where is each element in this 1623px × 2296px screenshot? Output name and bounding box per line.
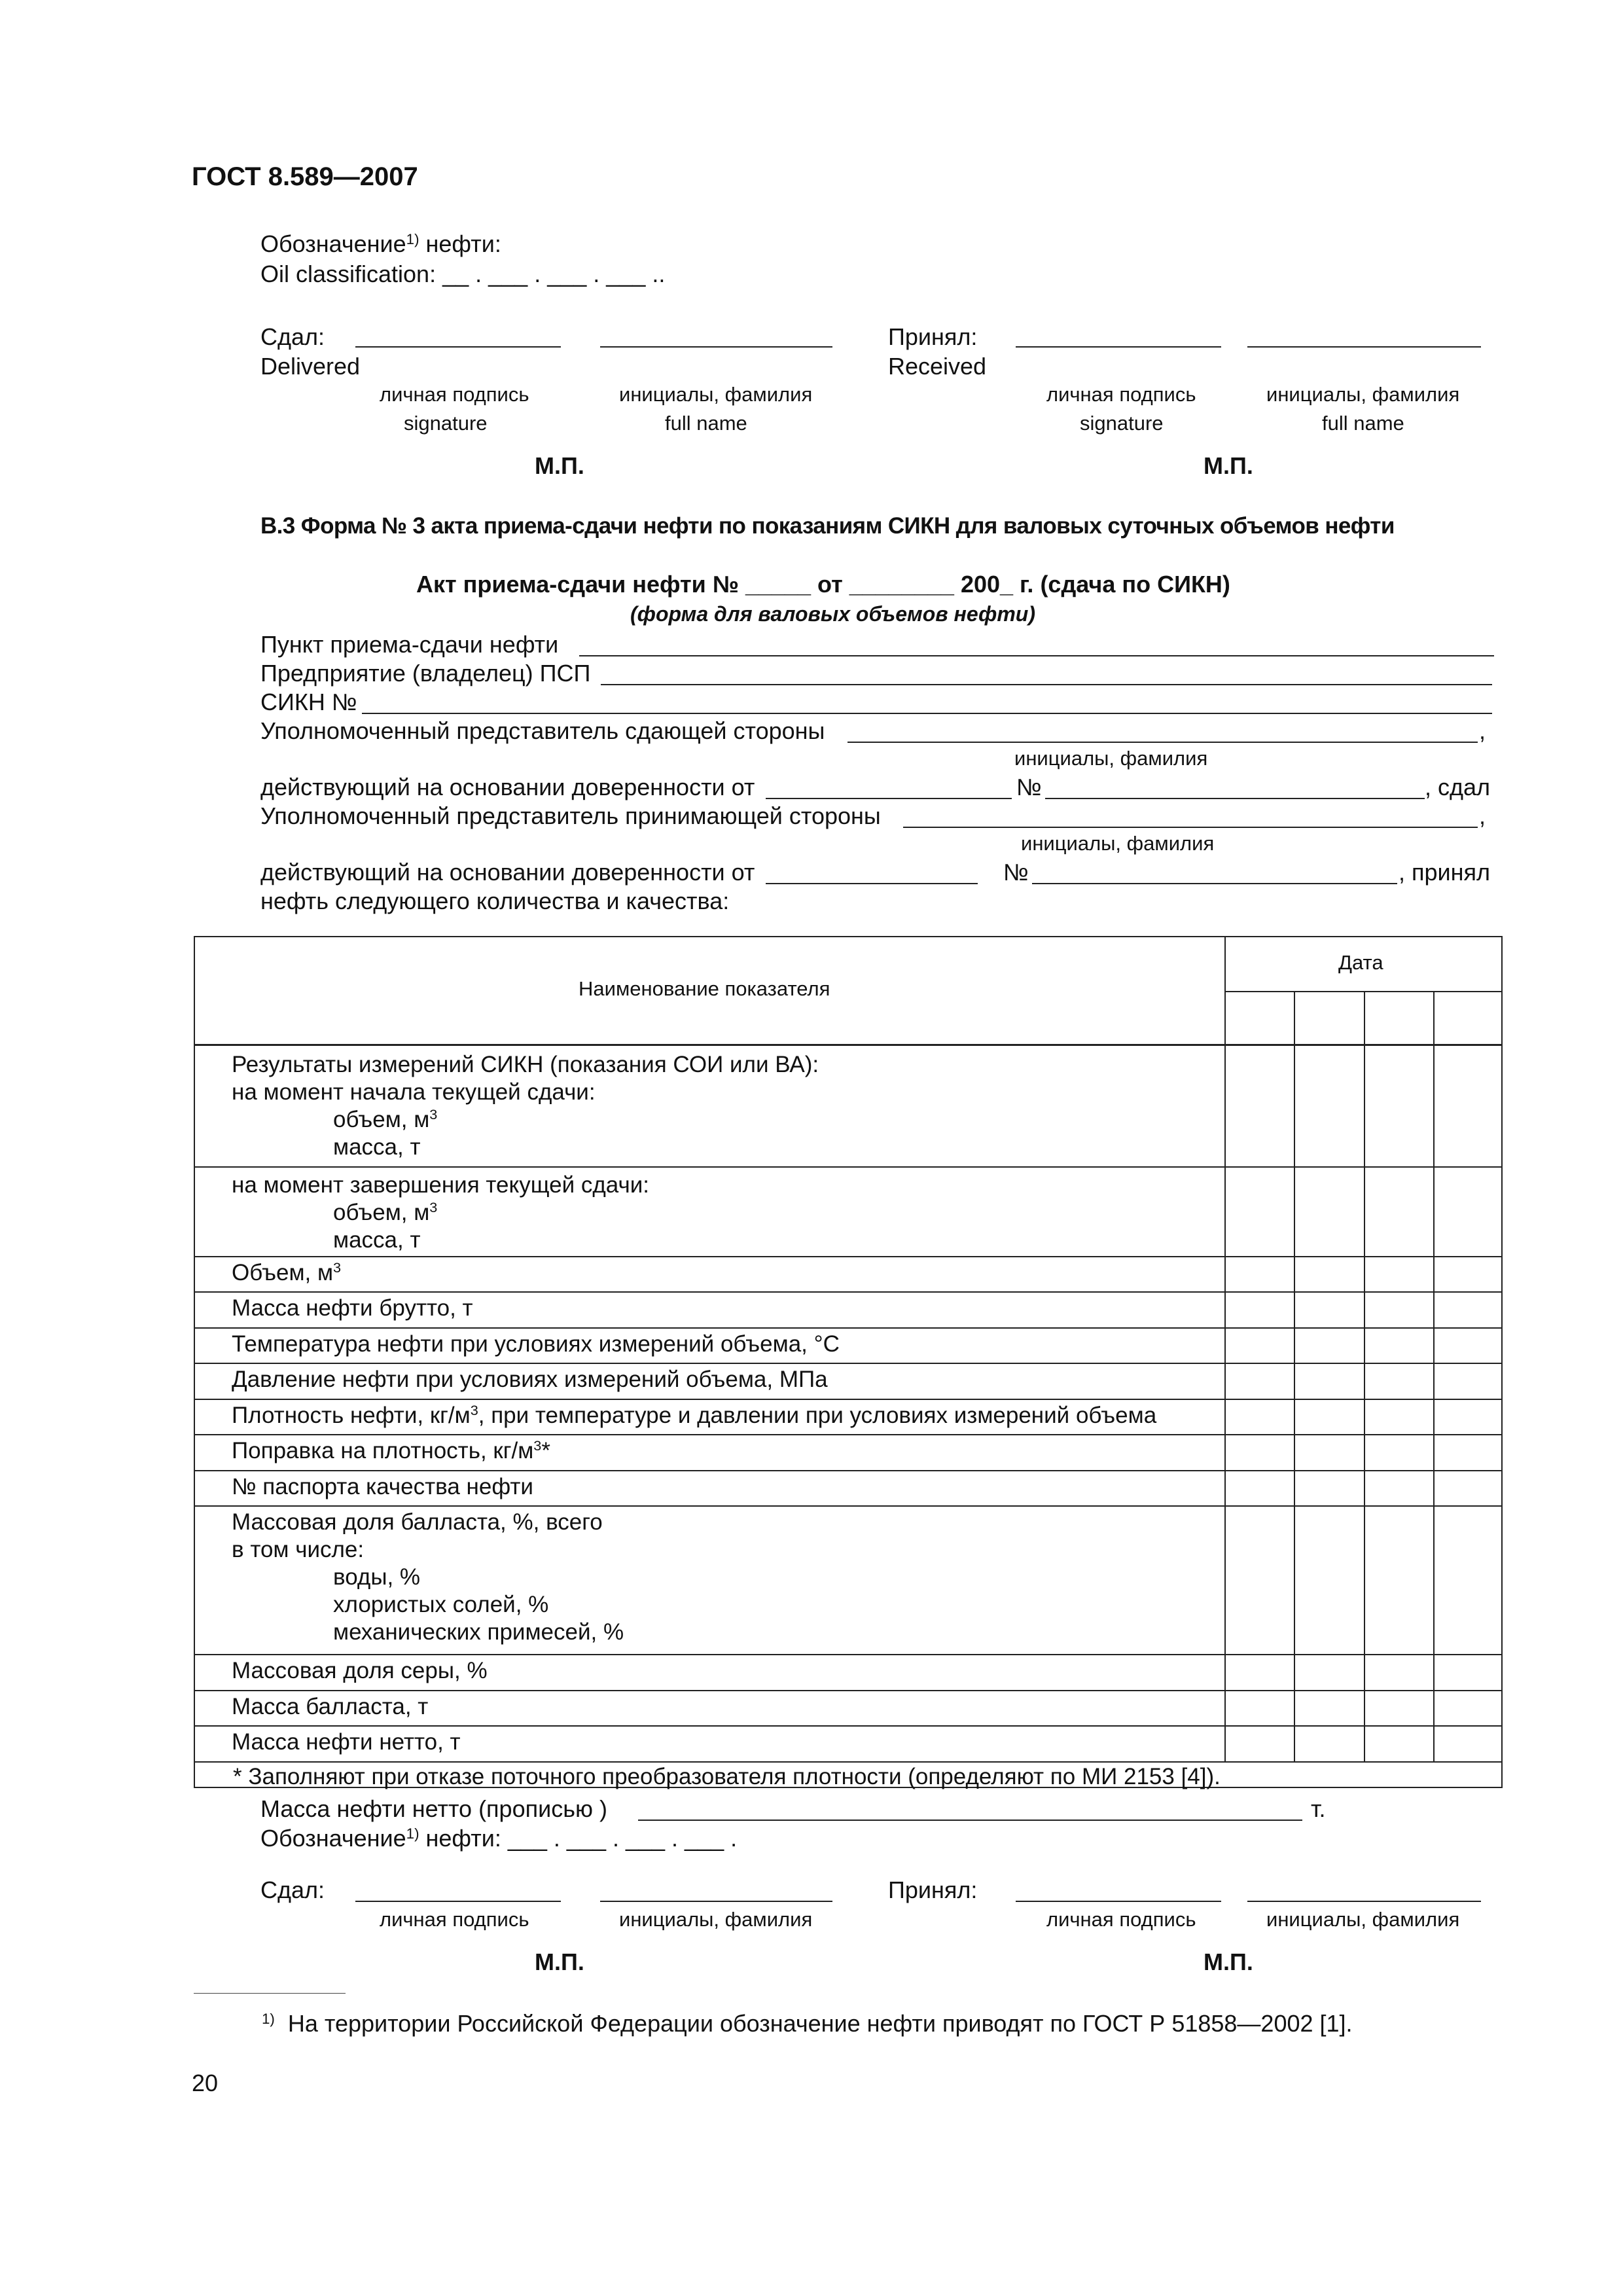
row-text: механических примесей, % [333,1619,624,1645]
row-text [232,1199,649,1227]
bottom-signature-caption-right: личная подпись [1046,1908,1196,1931]
document-header: ГОСТ 8.589—2007 [192,162,418,191]
superscript: 3 [470,1402,478,1419]
footnote-mark: 1) [262,2010,275,2027]
row-text: масса, т [333,1134,421,1160]
proxy-date-input-1[interactable] [766,798,1012,799]
col-divider-date-3 [1433,991,1435,1762]
superscript: 3 [533,1437,542,1454]
row-text: объем, м [333,1107,430,1132]
enterprise-input[interactable] [601,684,1492,685]
proxy-date-input-2[interactable] [766,883,978,884]
bottom-fullname-caption-right: инициалы, фамилия [1266,1908,1460,1931]
row-line [195,1399,1501,1400]
designation-tail: нефти: [419,230,501,257]
net-mass-label: Масса нефти нетто (прописью ) [260,1795,607,1822]
bottom-received-signature-line[interactable] [1016,1901,1221,1902]
designation-word: Обозначение [260,230,406,257]
initials-caption-2: инициалы, фамилия [1021,832,1215,855]
rep-receive-input[interactable] [903,827,1478,828]
initials-caption-1: инициалы, фамилия [1014,747,1208,770]
col-divider-date-2 [1364,991,1365,1762]
net-mass-unit: т. [1311,1795,1326,1822]
row-text: масса, т [333,1227,421,1253]
superscript: 3 [333,1259,342,1276]
row-line [195,1166,1501,1168]
indicators-table [194,936,1503,1788]
rep-deliver-label: Уполномоченный представитель сдающей стороны [260,717,825,744]
fullname-caption-en-right: full name [1322,412,1404,435]
footnote-separator [194,1993,346,1994]
row-line [195,1761,1501,1763]
received-word: , принял [1399,859,1491,886]
bottom-delivered-label: Сдал: [260,1876,325,1903]
table-note: * Заполняют при отказе поточного преобразователя плотности (определяют по МИ 2153 [4]). [233,1764,1221,1789]
act-title: Акт приема-сдачи нефти № _____ от ________ 200_ г. (сдача по СИКН) [416,571,1230,598]
acting-label-2: действующий на основании доверенности от [260,859,755,886]
section-title: В.3 Форма № 3 акта приема-сдачи нефти по показаниям СИКН для валовых суточных объемов нефти [260,513,1395,539]
row-line [195,1725,1501,1727]
delivered-word: , сдал [1425,774,1491,800]
enterprise-label: Предприятие (владелец) ПСП [260,660,591,687]
proxy-no-label-1: № [1016,774,1042,800]
table-row [232,1259,341,1287]
bottom-signature-caption-left: личная подпись [380,1908,529,1931]
rep-deliver-comma: , [1479,717,1486,744]
delivered-label-en: Delivered [260,353,361,380]
point-input[interactable] [579,655,1494,656]
col-date-header: Дата [1338,951,1383,974]
footnote [262,2009,1353,2038]
signature-caption-en-left: signature [404,412,488,435]
row-text: Результаты измерений СИКН (показания СОИ или ВА): [232,1052,819,1077]
row-line [195,1470,1501,1471]
row-text: Объем, м [232,1260,334,1285]
table-row [232,1437,550,1465]
table-row [232,1402,1156,1429]
row-line [195,1256,1501,1257]
row-text: хлористых солей, % [333,1592,549,1617]
table-row: Масса нефти брутто, т [232,1295,473,1321]
stamp-left: М.П. [535,452,584,479]
col-divider-date-1 [1294,991,1295,1762]
designation-word: Обозначение [260,1825,406,1852]
stamp-right: М.П. [1204,452,1253,479]
header-bottom-line [195,1044,1501,1046]
rep-deliver-input[interactable] [847,742,1478,743]
delivered-name-line[interactable] [600,346,832,348]
proxy-no-input-2[interactable] [1032,883,1397,884]
delivered-signature-line[interactable] [355,346,561,348]
superscript: 3 [429,1106,438,1123]
table-row: Масса нефти нетто, т [232,1729,461,1755]
row-line [195,1291,1501,1293]
act-subtitle: (форма для валовых объемов нефти) [630,602,1035,626]
bottom-received-label: Принял: [888,1876,978,1903]
bottom-delivered-name-line[interactable] [600,1901,832,1902]
row-line [195,1654,1501,1655]
row-text: Плотность нефти, кг/м [232,1403,471,1428]
designation-tail: нефти: ___ . ___ . ___ . ___ . [419,1825,738,1852]
row-text: Поправка на плотность, кг/м [232,1438,534,1463]
signature-caption-ru-right: личная подпись [1046,383,1196,406]
row-line [195,1505,1501,1507]
proxy-no-input-1[interactable] [1045,798,1425,799]
bottom-received-name-line[interactable] [1247,1901,1481,1902]
row-text: * [541,1438,550,1463]
rep-receive-comma: , [1479,802,1486,829]
designation-label [260,230,501,259]
table-row: № паспорта качества нефти [232,1474,533,1499]
net-mass-input[interactable] [638,1820,1302,1821]
table-row: Температура нефти при условиях измерений объема, °С [232,1331,840,1357]
following-label: нефть следующего количества и качества: [260,888,730,914]
fullname-caption-ru-right: инициалы, фамилия [1266,383,1460,406]
delivered-label-ru: Сдал: [260,323,325,350]
row-text: воды, % [333,1564,421,1590]
bottom-delivered-signature-line[interactable] [355,1901,561,1902]
bottom-stamp-left: М.П. [535,1948,584,1975]
row-line [195,1327,1501,1329]
row-text: Массовая доля балласта, %, всего [232,1509,603,1535]
point-label: Пункт приема-сдачи нефти [260,631,559,658]
col-divider-name [1224,937,1226,1762]
footnote-ref: 1) [406,230,419,247]
footnote-ref: 1) [406,1825,419,1842]
received-label-ru: Принял: [888,323,978,350]
row-text: на момент начала текущей сдачи: [232,1079,596,1105]
signature-caption-en-right: signature [1080,412,1164,435]
rep-receive-label: Уполномоченный представитель принимающей стороны [260,802,881,829]
sikn-input[interactable] [362,713,1492,714]
row-text: на момент завершения текущей сдачи: [232,1172,649,1198]
signature-caption-ru-left: личная подпись [380,383,529,406]
sikn-label: СИКН № [260,689,357,715]
row-line [195,1363,1501,1364]
row-line [195,1434,1501,1435]
fullname-caption-ru-left: инициалы, фамилия [619,383,813,406]
row-line [195,1690,1501,1691]
table-row-start [232,1051,819,1161]
acting-label-1: действующий на основании доверенности от [260,774,755,800]
page-number: 20 [192,2070,219,2096]
row-text: в том числе: [232,1537,365,1562]
row-text: объем, м [333,1200,430,1225]
bottom-stamp-right: М.П. [1204,1948,1253,1975]
bottom-designation-label [260,1824,737,1853]
row-text [232,1106,819,1134]
table-row-ballast [232,1509,624,1646]
col-name-header: Наименование показателя [579,977,830,1000]
row-text: , при температуре и давлении при условиях измерений объема [478,1403,1157,1428]
oil-classification-label: Oil classification: __ . ___ . ___ . ___ .. [260,260,666,287]
received-signature-line[interactable] [1016,346,1221,348]
table-row: Массовая доля серы, % [232,1658,488,1683]
table-row: Давление нефти при условиях измерений объема, МПа [232,1367,828,1392]
table-row: Масса балласта, т [232,1694,429,1719]
bottom-fullname-caption-left: инициалы, фамилия [619,1908,813,1931]
proxy-no-label-2: № [1003,859,1029,886]
table-row-end [232,1172,649,1254]
received-name-line[interactable] [1247,346,1481,348]
footnote-text: На территории Российской Федерации обозначение нефти приводят по ГОСТ Р 51858—2002 [1]. [287,2010,1353,2037]
superscript: 3 [429,1199,438,1216]
date-subheader-line [1224,991,1503,992]
fullname-caption-en-left: full name [665,412,747,435]
received-label-en: Received [888,353,987,380]
